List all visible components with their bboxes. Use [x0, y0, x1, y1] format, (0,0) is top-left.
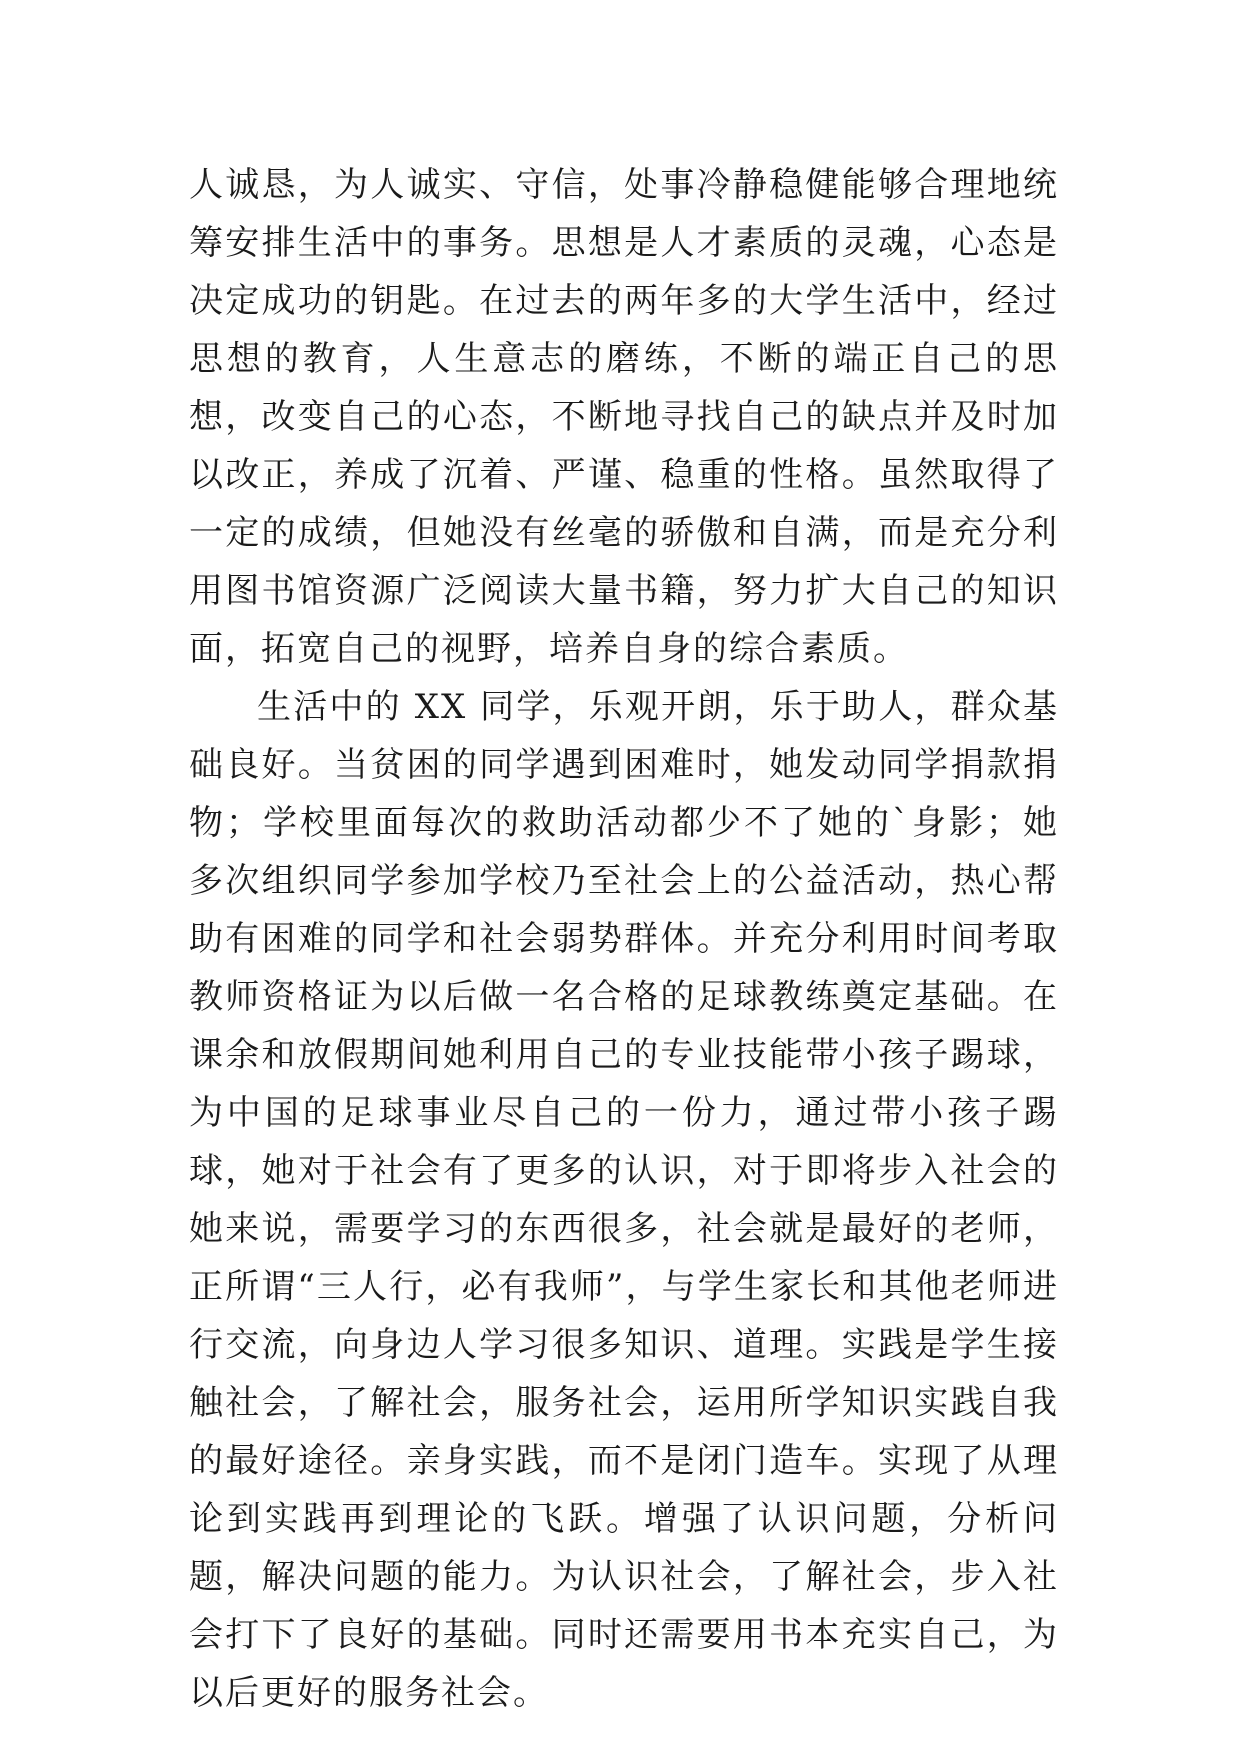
- document-body: [189, 156, 1059, 1722]
- paragraph-1: 人诚恳，为人诚实、守信，处事冷静稳健能够合理地统筹安排生活中的事务。思想是人才素质的灵魂，心态是决定成功的钥匙。在过去的两年多的大学生活中，经过思想的教育，人生意志的磨练，不断的端正自己的思想，改变自己的心态，不断地寻找自己的缺点并及时加以改正，养成了沉着、严谨、稳重的性格。虽然取得了一定的成绩，但她没有丝毫的骄傲和自满，而是充分利用图书馆资源广泛阅读大量书籍，努力扩大自己的知识面，拓宽自己的视野，培养自身的综合素质。: [189, 165, 1059, 669]
- paragraph-2: 生活中的 XX 同学，乐观开朗，乐于助人，群众基础良好。当贫困的同学遇到困难时，她发动同学捐款捐物；学校里面每次的救助活动都少不了她的`身影；她多次组织同学参加学校乃至社会上的公益活动，热心帮助有困难的同学和社会弱势群体。并充分利用时间考取教师资格证为以后做一名合格的足球教练奠定基础。在课余和放假期间她利用自己的专业技能带小孩子踢球，为中国的足球事业尽自己的一份力，通过带小孩子踢球，她对于社会有了更多的认识，对于即将步入社会的她来说，需要学习的东西很多，社会就是最好的老师，正所谓“三人行，必有我师”，与学生家长和其他老师进行交流，向身边人学习很多知识、道理。实践是学生接触社会，了解社会，服务社会，运用所学知识实践自我的最好途径。亲身实践，而不是闭门造车。实现了从理论到实践再到理论的飞跃。增强了认识问题，分析问题，解决问题的能力。为认识社会，了解社会，步入社会打下了良好的基础。同时还需要用书本充实自己，为以后更好的服务社会。: [189, 687, 1059, 1713]
